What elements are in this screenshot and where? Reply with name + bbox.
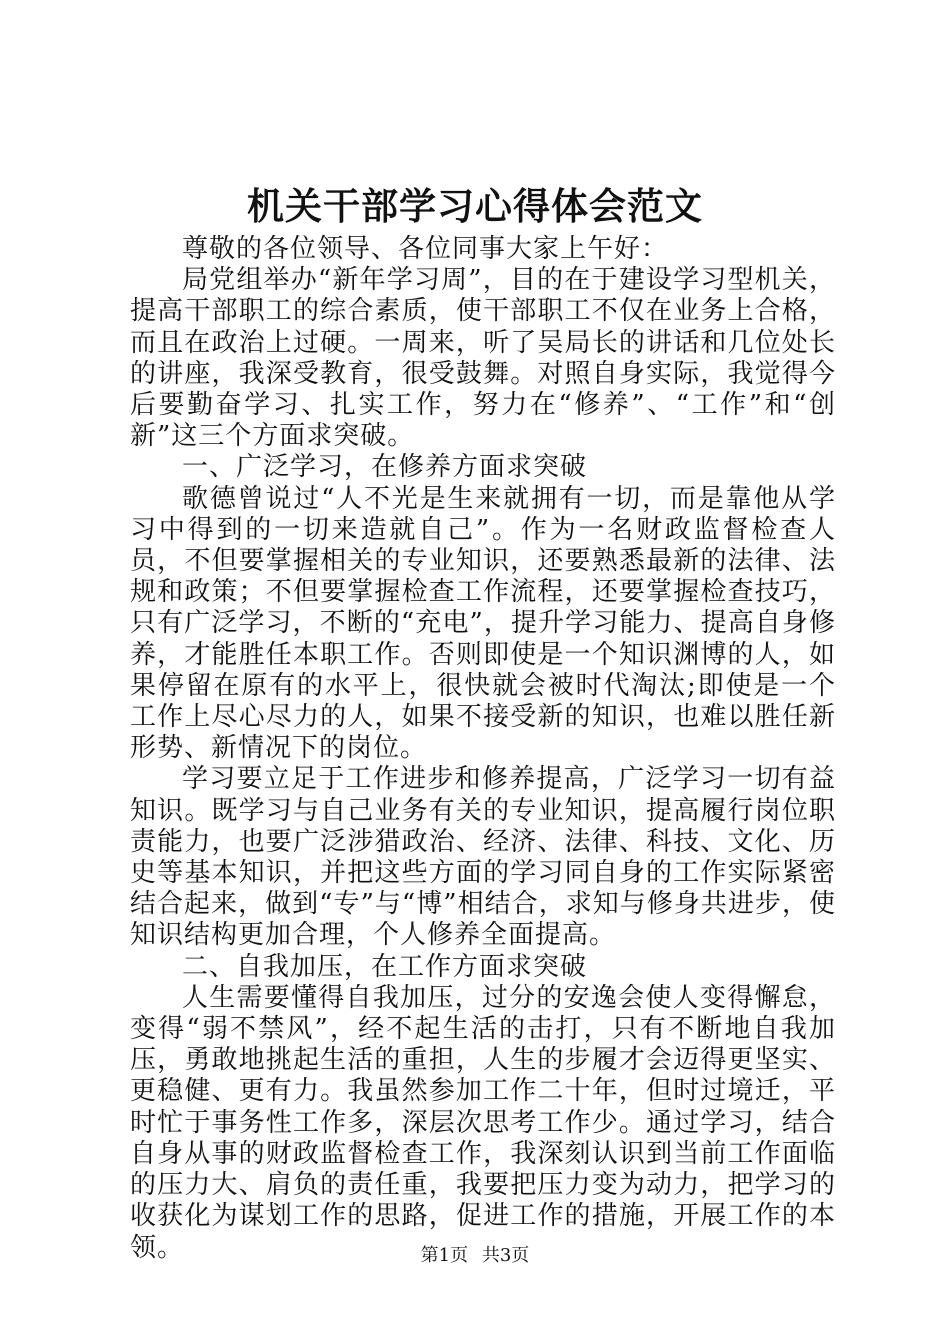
intro-paragraph: 局党组举办“新年学习周”，目的在于建设学习型机关，提高干部职工的综合素质，使干部职工不仅在业务上合格，而且在政治上过硬。一周来，听了吴局长的讲话和几位处长的讲座，我深受教育，很受鼓舞。对照自身实际，我觉得今后要勤奋学习、扎实工作，努力在“修养”、“工作”和“创新”这三个方面求突破。 — [130, 265, 836, 452]
body-paragraph: 人生需要懂得自我加压，过分的安逸会使人变得懈怠，变得“弱不禁风”，经不起生活的击打，只有不断地自我加压，勇敢地挑起生活的重担，人生的步履才会迈得更坚实、更稳健、更有力。我虽然参加工作二十年，但时过境迁，平时忙于事务性工作多，深层次思考工作少。通过学习，结合自身从事的财政监督检查工作，我深刻认识到当前工作面临的压力大、肩负的责任重，我要把压力变为动力，把学习的收获化为谋划工作的思路，促进工作的措施，开展工作的本领。 — [130, 982, 836, 1263]
page-number: 第1页 — [420, 1245, 469, 1266]
salutation-paragraph: 尊敬的各位领导、各位同事大家上午好： — [182, 234, 669, 264]
document-title: 机关干部学习心得体会范文 — [247, 184, 703, 228]
body-paragraph: 歌德曾说过“人不光是生来就拥有一切，而是靠他从学习中得到的一切来造就自己”。作为一名财政监督检查人员，不但要掌握相关的专业知识，还要熟悉最新的法律、法规和政策；不但要掌握检查工作流程，还要掌握检查技巧，只有广泛学习，不断的“充电”，提升学习能力、提高自身修养，才能胜任本职工作。否则即使是一个知识渊博的人，如果停留在原有的水平上，很快就会被时代淘汰;即使是一个工作上尽心尽力的人，如果不接受新的知识，也难以胜任新形势、新情况下的岗位。 — [130, 483, 836, 764]
page-total: 共3页 — [481, 1245, 530, 1266]
section-heading-1: 一、广泛学习，在修养方面求突破 — [182, 452, 588, 483]
section-heading-2: 二、自我加压，在工作方面求突破 — [182, 951, 588, 982]
body-paragraph: 学习要立足于工作进步和修养提高，广泛学习一切有益知识。既学习与自己业务有关的专业知识，提高履行岗位职责能力，也要广泛涉猎政治、经济、法律、科技、文化、历史等基本知识，并把这些方面的学习同自身的工作实际紧密结合起来，做到“专”与“博”相结合，求知与修身共进步，使知识结构更加合理，个人修养全面提高。 — [130, 764, 836, 951]
document-body — [130, 234, 836, 1264]
page-footer — [0, 1244, 950, 1268]
